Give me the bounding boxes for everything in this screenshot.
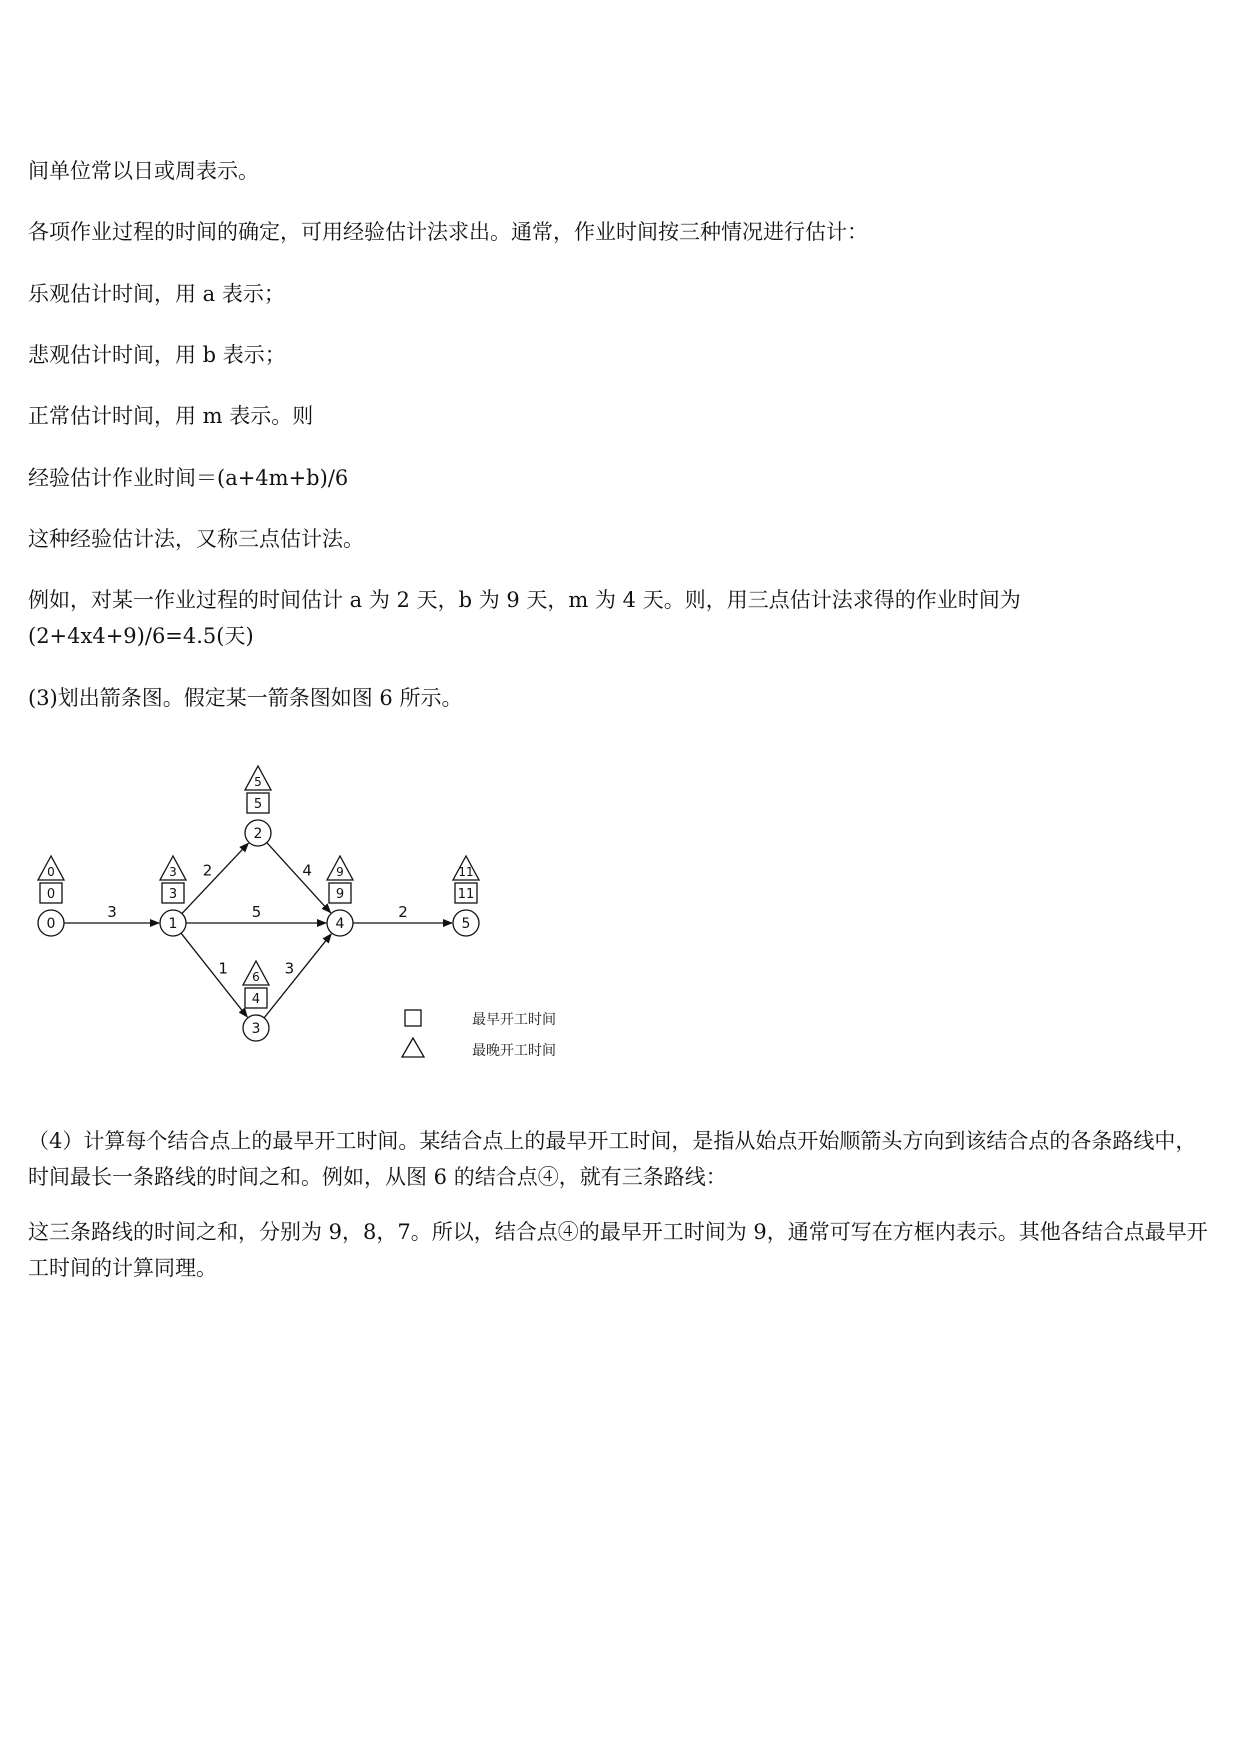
legend-triangle-label: 最晚开工时间 <box>472 1043 556 1059</box>
node-label: 4 <box>335 916 345 932</box>
paragraph: 乐观估计时间，用 a 表示； <box>28 282 285 306</box>
earliest-time-value: 11 <box>457 887 475 902</box>
latest-time-value: 9 <box>336 865 344 879</box>
node-label: 2 <box>253 826 263 842</box>
earliest-time-value: 5 <box>253 797 263 812</box>
latest-time-value: 11 <box>458 865 474 879</box>
node-label: 5 <box>461 916 471 932</box>
latest-time-value: 6 <box>252 970 260 984</box>
edge-1-2 <box>182 843 248 913</box>
node-2 <box>245 766 271 846</box>
node-1 <box>160 856 186 936</box>
node-0 <box>38 856 64 936</box>
paragraph: （4）计算每个结合点上的最早开工时间。某结合点上的最早开工时间，是指从始点开始顺箭头方向到该结合点的各条路线中，时间最长一条路线的时间之和。例如，从图 6 的结合点④，就有三条路线： <box>28 1129 1197 1189</box>
edge-duration-label: 2 <box>398 903 408 921</box>
latest-time-value: 5 <box>254 775 262 789</box>
node-3 <box>243 961 269 1041</box>
edge-3-4 <box>264 934 331 1018</box>
paragraph: 这种经验估计法，又称三点估计法。 <box>28 527 364 551</box>
earliest-time-value: 3 <box>168 887 178 902</box>
node-5 <box>453 856 479 936</box>
node-label: 1 <box>168 916 178 932</box>
edge-duration-label: 3 <box>284 959 295 978</box>
formula-paragraph: 经验估计作业时间＝(a+4m+b)/6 <box>28 466 349 490</box>
node-4 <box>327 856 353 936</box>
paragraph: 悲观估计时间，用 b 表示； <box>28 343 286 367</box>
paragraph: (3)划出箭条图。假定某一箭条图如图 6 所示。 <box>28 686 463 710</box>
paragraph: 正常估计时间，用 m 表示。则 <box>28 404 314 428</box>
paragraph: 间单位常以日或周表示。 <box>28 159 259 183</box>
example-paragraph: 例如，对某一作业过程的时间估计 a 为 2 天，b 为 9 天，m 为 4 天。则，用三点估计法求得的作业时间为 (2+4x4+9)/6=4.5(天) <box>28 588 1021 648</box>
edge-2-4 <box>267 843 331 913</box>
latest-time-value: 0 <box>47 865 55 879</box>
legend-triangle-icon <box>402 1038 424 1057</box>
earliest-time-value: 0 <box>46 887 56 902</box>
edge-duration-label: 4 <box>302 861 312 880</box>
node-label: 0 <box>46 916 56 932</box>
earliest-time-value: 4 <box>251 992 261 1007</box>
edge-duration-label: 1 <box>218 959 228 978</box>
legend <box>402 1010 556 1059</box>
legend-square-icon <box>405 1010 421 1026</box>
edge-duration-label: 3 <box>107 903 117 921</box>
latest-time-value: 3 <box>169 865 177 879</box>
paragraph: 这三条路线的时间之和，分别为 9，8，7。所以，结合点④的最早开工时间为 9，通常可写在方框内表示。其他各结合点最早开工时间的计算同理。 <box>28 1220 1208 1280</box>
arrow-network-diagram <box>20 738 580 1090</box>
earliest-time-value: 9 <box>335 887 345 902</box>
paragraph: 各项作业过程的时间的确定，可用经验估计法求出。通常，作业时间按三种情况进行估计： <box>28 220 868 244</box>
node-label: 3 <box>251 1021 261 1037</box>
edge-duration-label: 2 <box>202 861 213 880</box>
legend-square-label: 最早开工时间 <box>472 1012 556 1028</box>
edge-duration-label: 5 <box>251 903 262 921</box>
edge-1-3 <box>181 933 247 1017</box>
